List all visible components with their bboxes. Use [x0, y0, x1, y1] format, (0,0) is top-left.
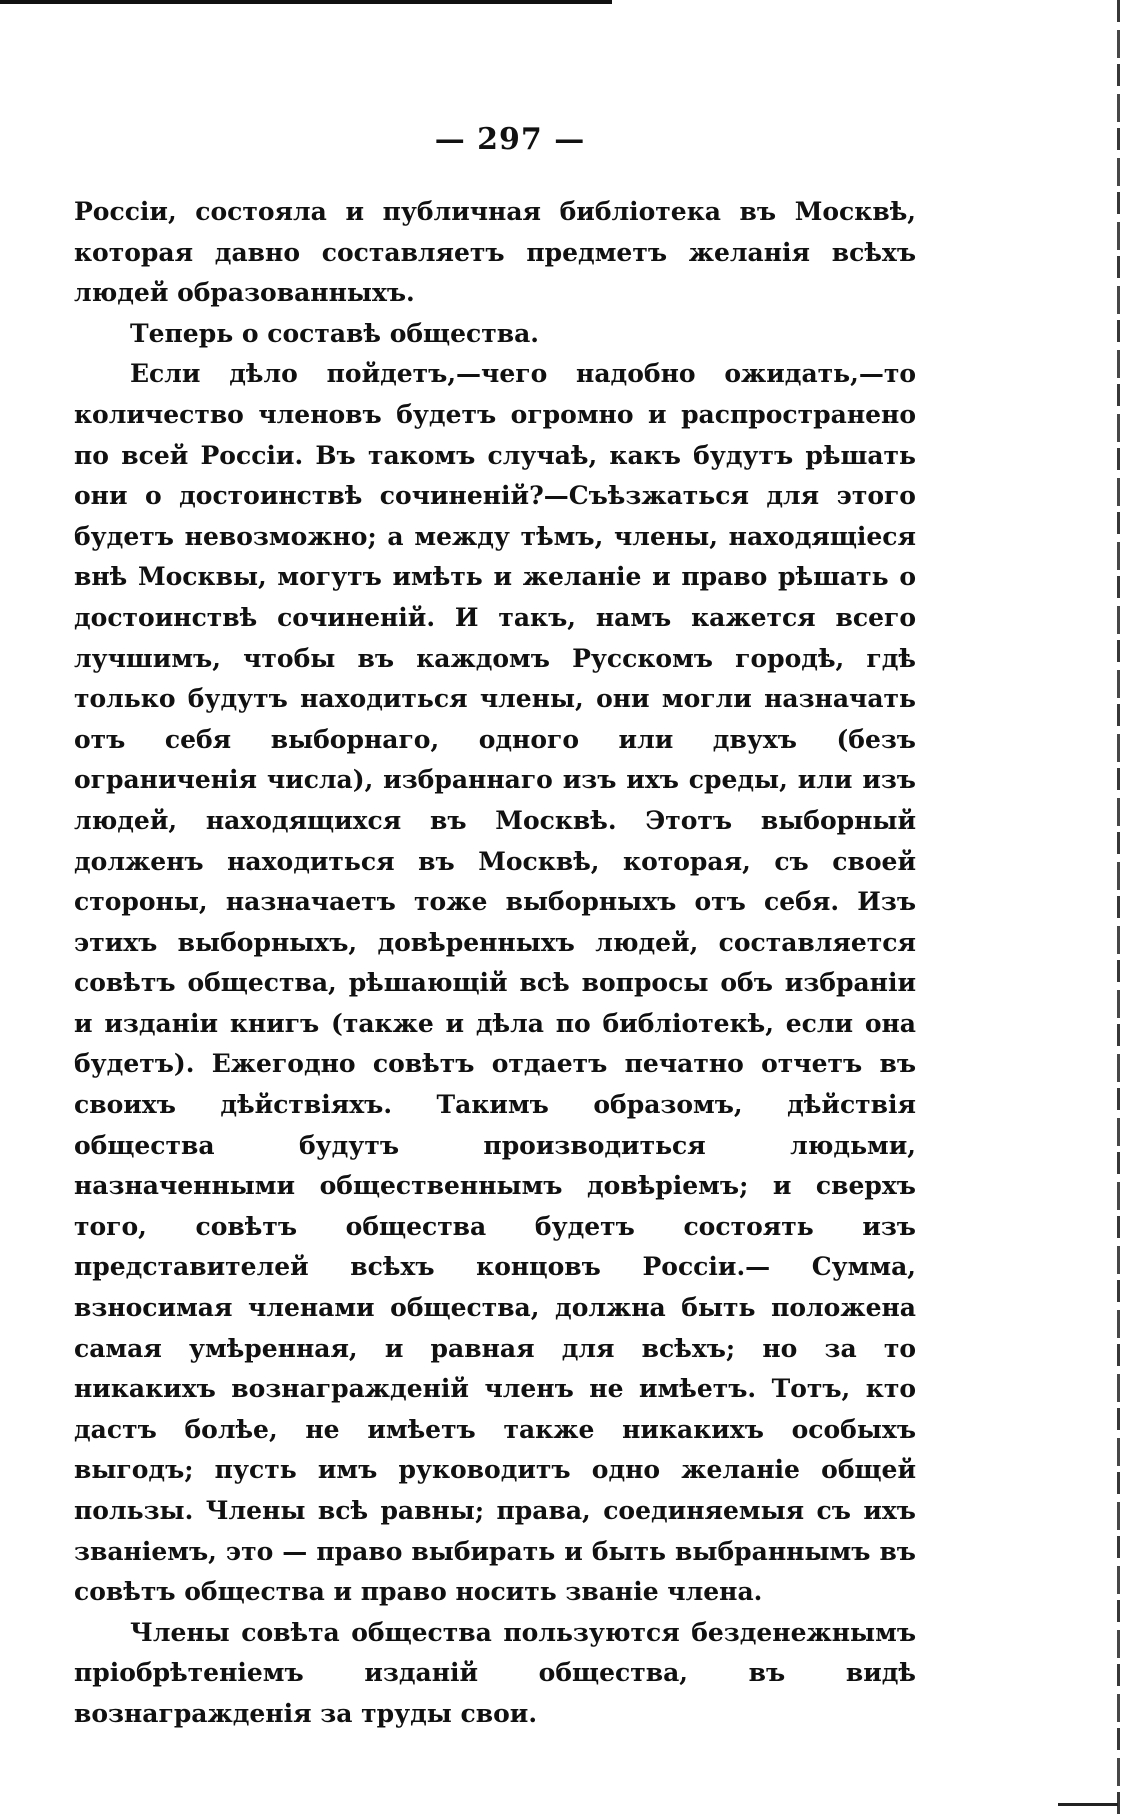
- page-number: — 297 —: [434, 122, 586, 157]
- paragraph: Если дѣло пойдетъ,—чего надобно ожидать,—то количество членовъ будетъ огромно и распространено по всей Россіи. Въ такомъ случаѣ, какъ будутъ рѣшать они о достоинствѣ сочиненій?—Съѣзжаться для этого будетъ невозможно; а между тѣмъ, члены, находящіеся внѣ Москвы, могутъ имѣть и желаніе и право рѣшать о достоинствѣ сочиненій. И такъ, намъ кажется всего лучшимъ, чтобы въ каждомъ Русскомъ городѣ, гдѣ только будутъ находиться члены, они могли назначать отъ себя выборнаго, одного или двухъ (безъ ограниченія числа), избраннаго изъ ихъ среды, или изъ людей, находящихся въ Москвѣ. Этотъ выборный долженъ находиться въ Москвѣ, которая, съ своей стороны, назначаетъ тоже выборныхъ отъ себя. Изъ этихъ выборныхъ, довѣренныхъ людей, составляется совѣтъ общества, рѣшающій всѣ вопросы объ избраніи и изданіи книгъ (также и дѣла по библіотекѣ, если она будетъ). Ежегодно совѣтъ отдаетъ печатно отчетъ въ своихъ дѣйствіяхъ. Такимъ образомъ, дѣйствія общества будутъ производиться людьми, назначенными общественнымъ довѣріемъ; и сверхъ того, совѣтъ общества будетъ состоять изъ представителей всѣхъ концовъ Россіи.— Сумма, взносимая членами общества, должна быть положена самая умѣренная, и равная для всѣхъ; но за то никакихъ вознагражденій членъ не имѣетъ. Тотъ, кто дастъ болѣе, не имѣетъ также никакихъ особыхъ выгодъ; пусть имъ руководитъ одно желаніе общей пользы. Члены всѣ равны; права, соединяемыя съ ихъ званіемъ, это — право выбирать и быть выбраннымъ въ совѣтъ общества и право носить званіе члена.: [74, 359, 916, 1607]
- scan-right-edge: [1117, 0, 1120, 1818]
- paragraph-continuation: Россіи, состояла и публичная библіотека въ Москвѣ, которая давно составляетъ предметъ желанія всѣхъ людей образованныхъ.: [74, 197, 916, 308]
- paragraph: Члены совѣта общества пользуются безденежнымъ пріобрѣтеніемъ изданій общества, въ видѣ вознагражденія за труды свои.: [74, 1617, 916, 1728]
- page-text: [74, 192, 916, 1735]
- scan-bottom-mark: [1058, 1803, 1118, 1806]
- scan-top-edge: [0, 0, 612, 4]
- paragraph: Теперь о составѣ общества.: [130, 318, 539, 348]
